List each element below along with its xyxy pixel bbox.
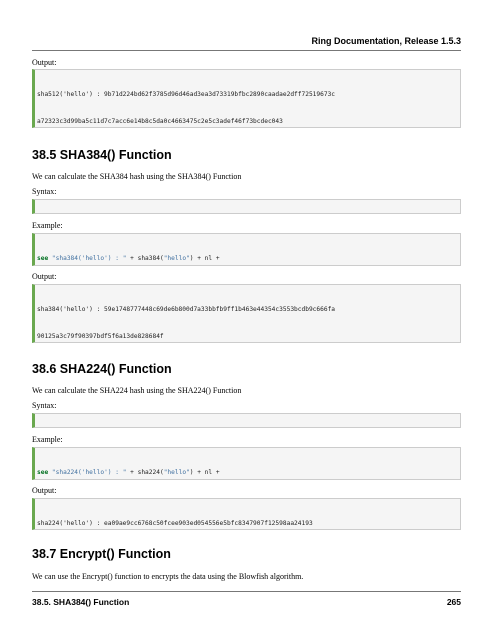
intro-paragraph: We can calculate the SHA224 hash using the SHA224() Function <box>32 386 242 395</box>
code-line: see "sha384('hello') : " + sha384("hello") + nl + <box>37 255 220 262</box>
intro-paragraph: We can calculate the SHA384 hash using the SHA384() Function <box>32 172 242 181</box>
running-header: Ring Documentation, Release 1.5.3 <box>311 36 461 46</box>
example-label: Example: <box>32 221 63 230</box>
output-label: Output: <box>32 486 57 495</box>
code-line: sha512('hello') : 9b71d224bd62f3785d96d46ad3ea3d73319bfbc2890caadae2dff72519673c <box>37 91 336 98</box>
code-block-sha224-syntax <box>32 413 461 428</box>
header-rule <box>32 50 461 51</box>
code-line: a72323c3d99ba5c11d7c7acc6e14b8c5da0c4663475c2e5c3adef46f73bcdec043 <box>37 118 283 125</box>
output-label: Output: <box>32 272 57 281</box>
example-label: Example: <box>32 435 63 444</box>
code-block-sha384-syntax <box>32 199 461 214</box>
code-block-sha384-output <box>32 284 461 343</box>
section-heading-encrypt: 38.7 Encrypt() Function <box>32 547 171 561</box>
code-block-sha224-example <box>32 447 461 480</box>
footer-section-title: 38.5. SHA384() Function <box>32 597 130 607</box>
section-heading-sha384: 38.5 SHA384() Function <box>32 148 172 162</box>
code-line: sha384('hello') : 59e1748777448c69de6b800d7a33bbfb9ff1b463e44354c3553bcdb9c666fa <box>37 306 336 313</box>
output-label: Output: <box>32 58 57 67</box>
code-block-sha512-output <box>32 69 461 128</box>
footer-rule <box>32 591 461 592</box>
code-line: 90125a3c79f90397bdf5f6a13de828684f <box>37 333 164 340</box>
section-heading-sha224: 38.6 SHA224() Function <box>32 362 172 376</box>
intro-paragraph: We can use the Encrypt() function to encrypts the data using the Blowfish algorithm. <box>32 572 304 581</box>
code-line: see "sha224('hello') : " + sha224("hello") + nl + <box>37 469 220 476</box>
syntax-label: Syntax: <box>32 401 57 410</box>
code-block-sha384-example <box>32 233 461 266</box>
syntax-label: Syntax: <box>32 187 57 196</box>
code-line: sha224('hello') : ea09ae9cc6768c50fcee903ed054556e5bfc8347907f12598aa24193 <box>37 520 313 527</box>
page-number: 265 <box>446 597 461 607</box>
code-block-sha224-output <box>32 498 461 530</box>
